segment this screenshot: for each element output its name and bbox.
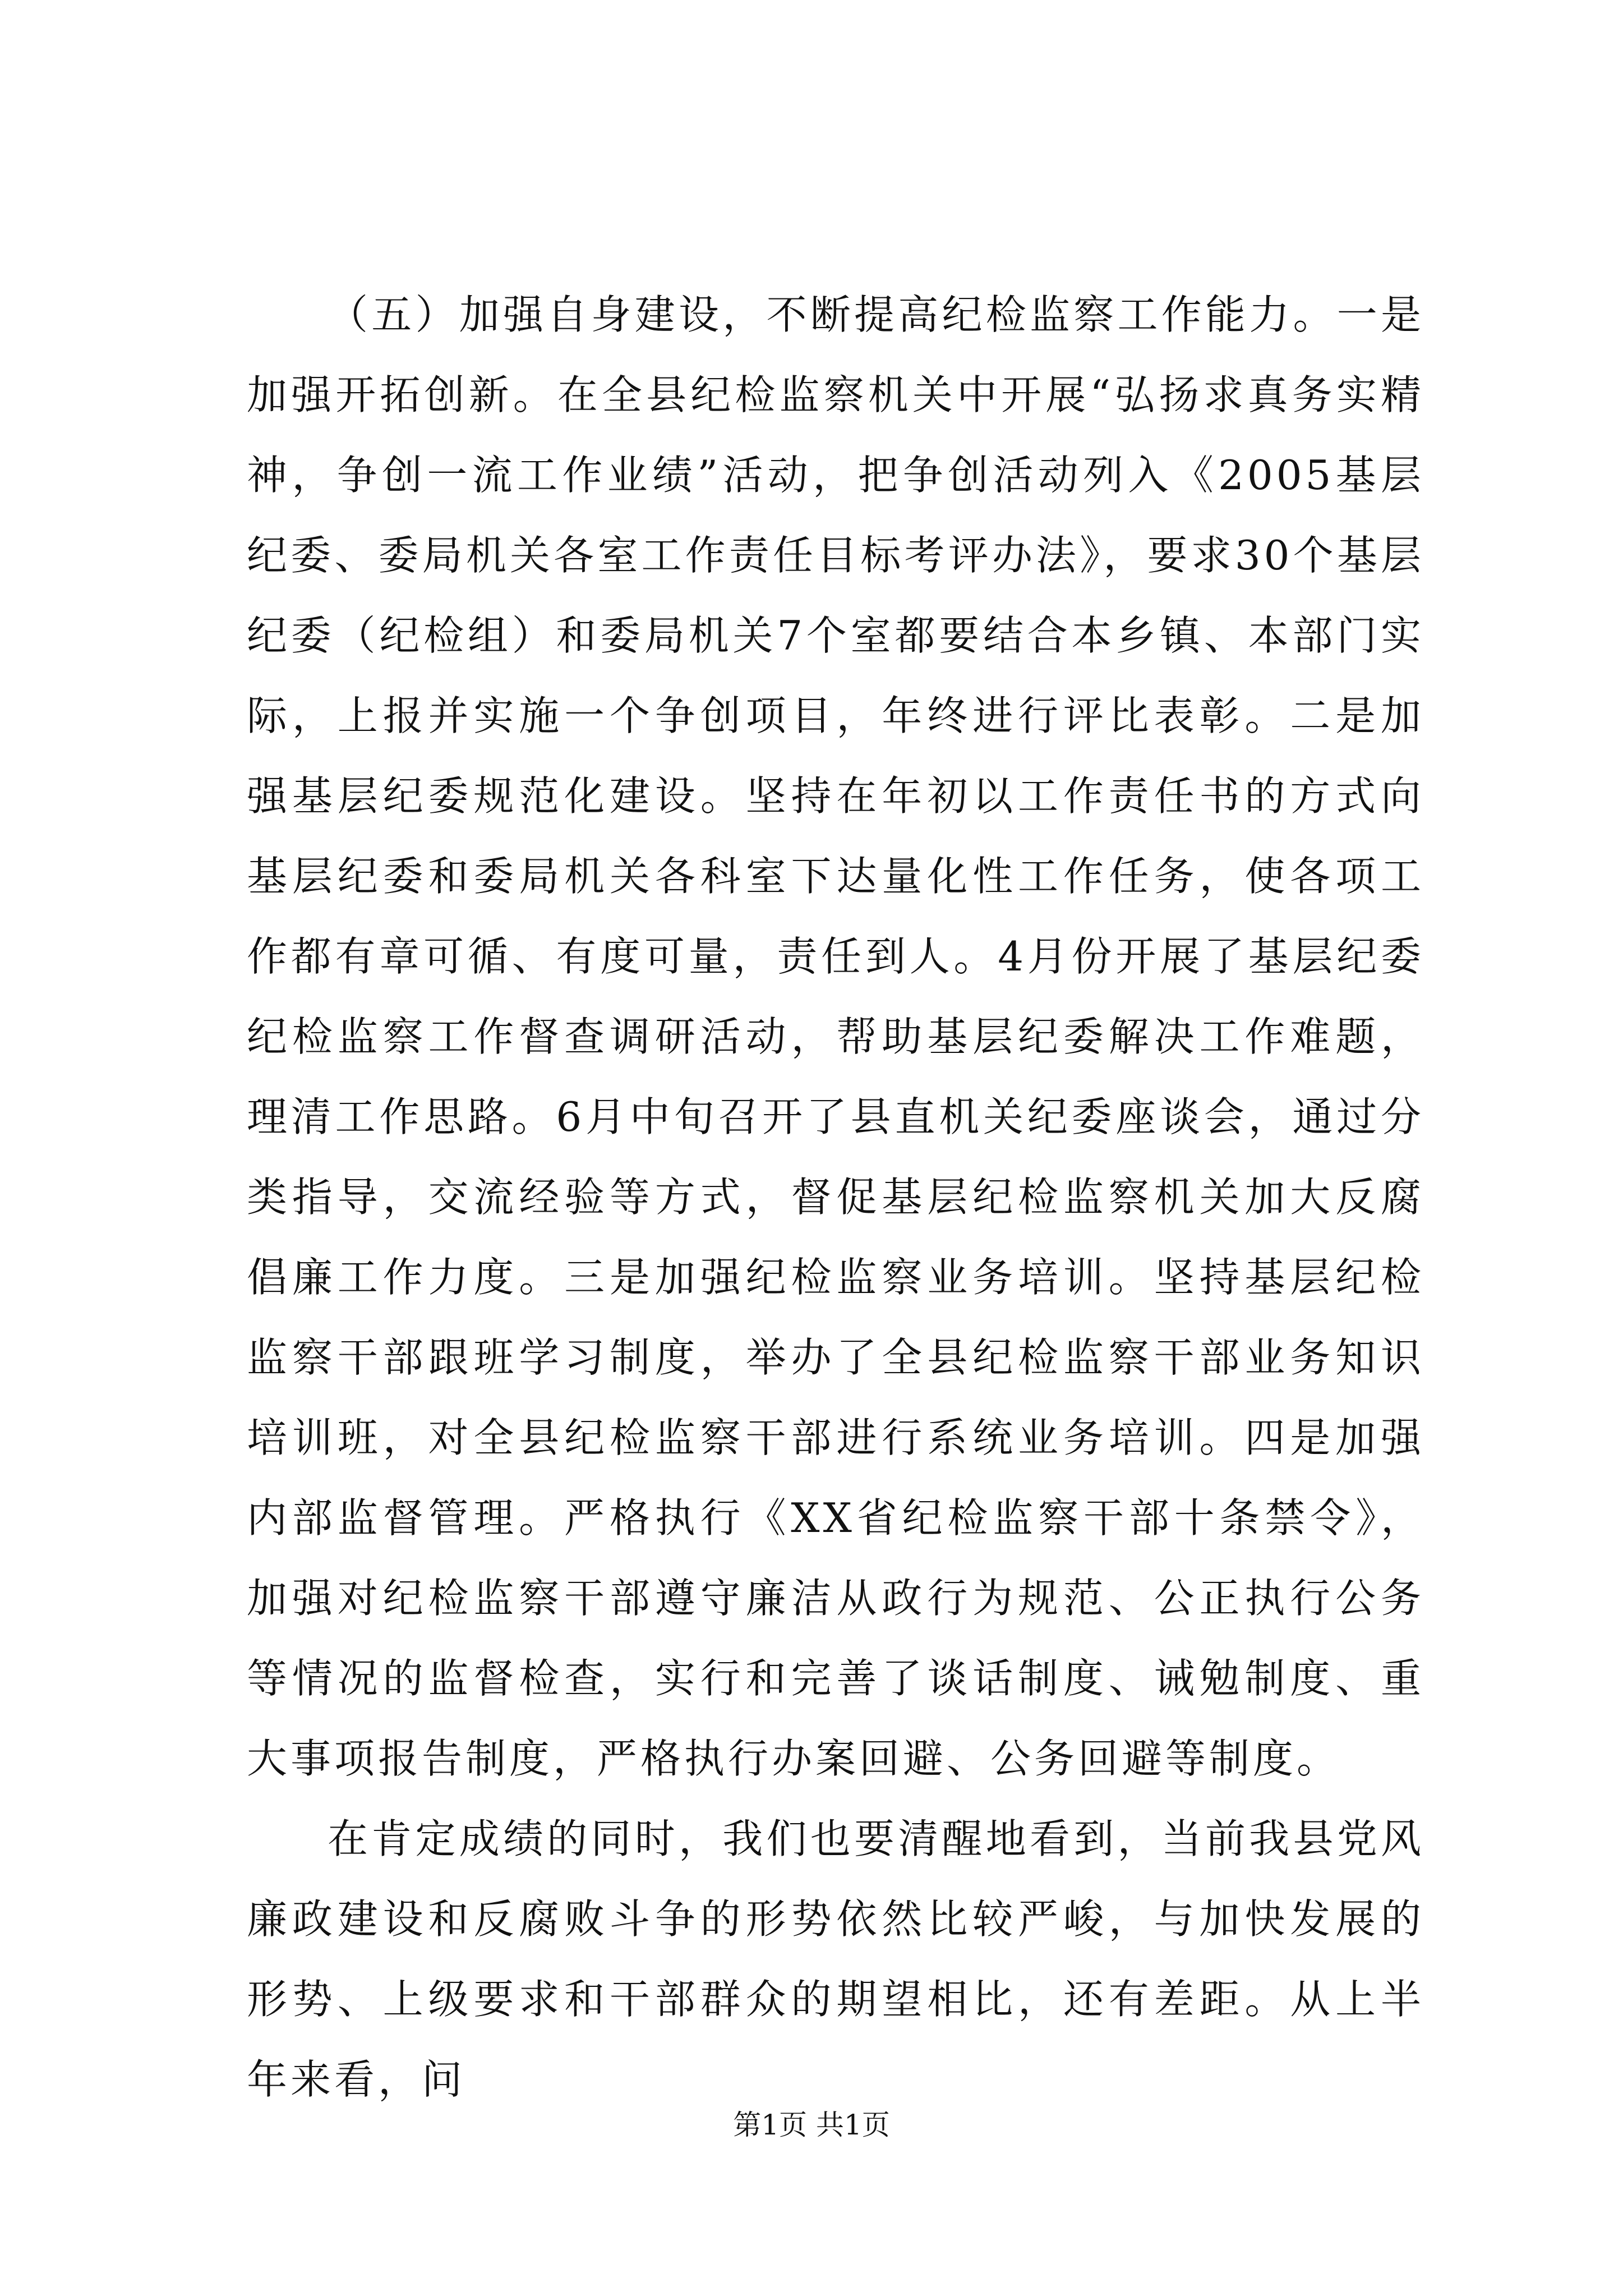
document-body xyxy=(247,275,1424,2120)
page-number-footer: 第1页 共1页 xyxy=(733,2109,890,2141)
body-paragraph-2: 在肯定成绩的同时，我们也要清醒地看到，当前我县党风廉政建设和反腐败斗争的形势依然比较严峻，与加快发展的形势、上级要求和干部群众的期望相比，还有差距。从上半年来看，问 xyxy=(247,1815,1424,2103)
body-paragraph-1: （五）加强自身建设，不断提高纪检监察工作能力。一是加强开拓创新。在全县纪检监察机关中开展“弘扬求真务实精神，争创一流工作业绩”活动，把争创活动列入《2005基层纪委、委局机关各室工作责任目标考评办法》，要求30个基层纪委（纪检组）和委局机关7个室都要结合本乡镇、本部门实际，上报并实施一个争创项目，年终进行评比表彰。二是加强基层纪委规范化建设。坚持在年初以工作责任书的方式向基层纪委和委局机关各科室下达量化性工作任务，使各项工作都有章可循、有度可量，责任到人。4月份开展了基层纪委纪检监察工作督查调研活动，帮助基层纪委解决工作难题，理清工作思路。6月中旬召开了县直机关纪委座谈会，通过分类指导，交流经验等方式，督促基层纪检监察机关加大反腐倡廉工作力度。三是加强纪检监察业务培训。坚持基层纪检监察干部跟班学习制度，举办了全县纪检监察干部业务知识培训班，对全县纪检监察干部进行系统业务培训。四是加强内部监督管理。严格执行《XX省纪检监察干部十条禁令》，加强对纪检监察干部遵守廉洁从政行为规范、公正执行公务等情况的监督检查，实行和完善了谈话制度、诫勉制度、重大事项报告制度，严格执行办案回避、公务回避等制度。 xyxy=(247,291,1424,1782)
